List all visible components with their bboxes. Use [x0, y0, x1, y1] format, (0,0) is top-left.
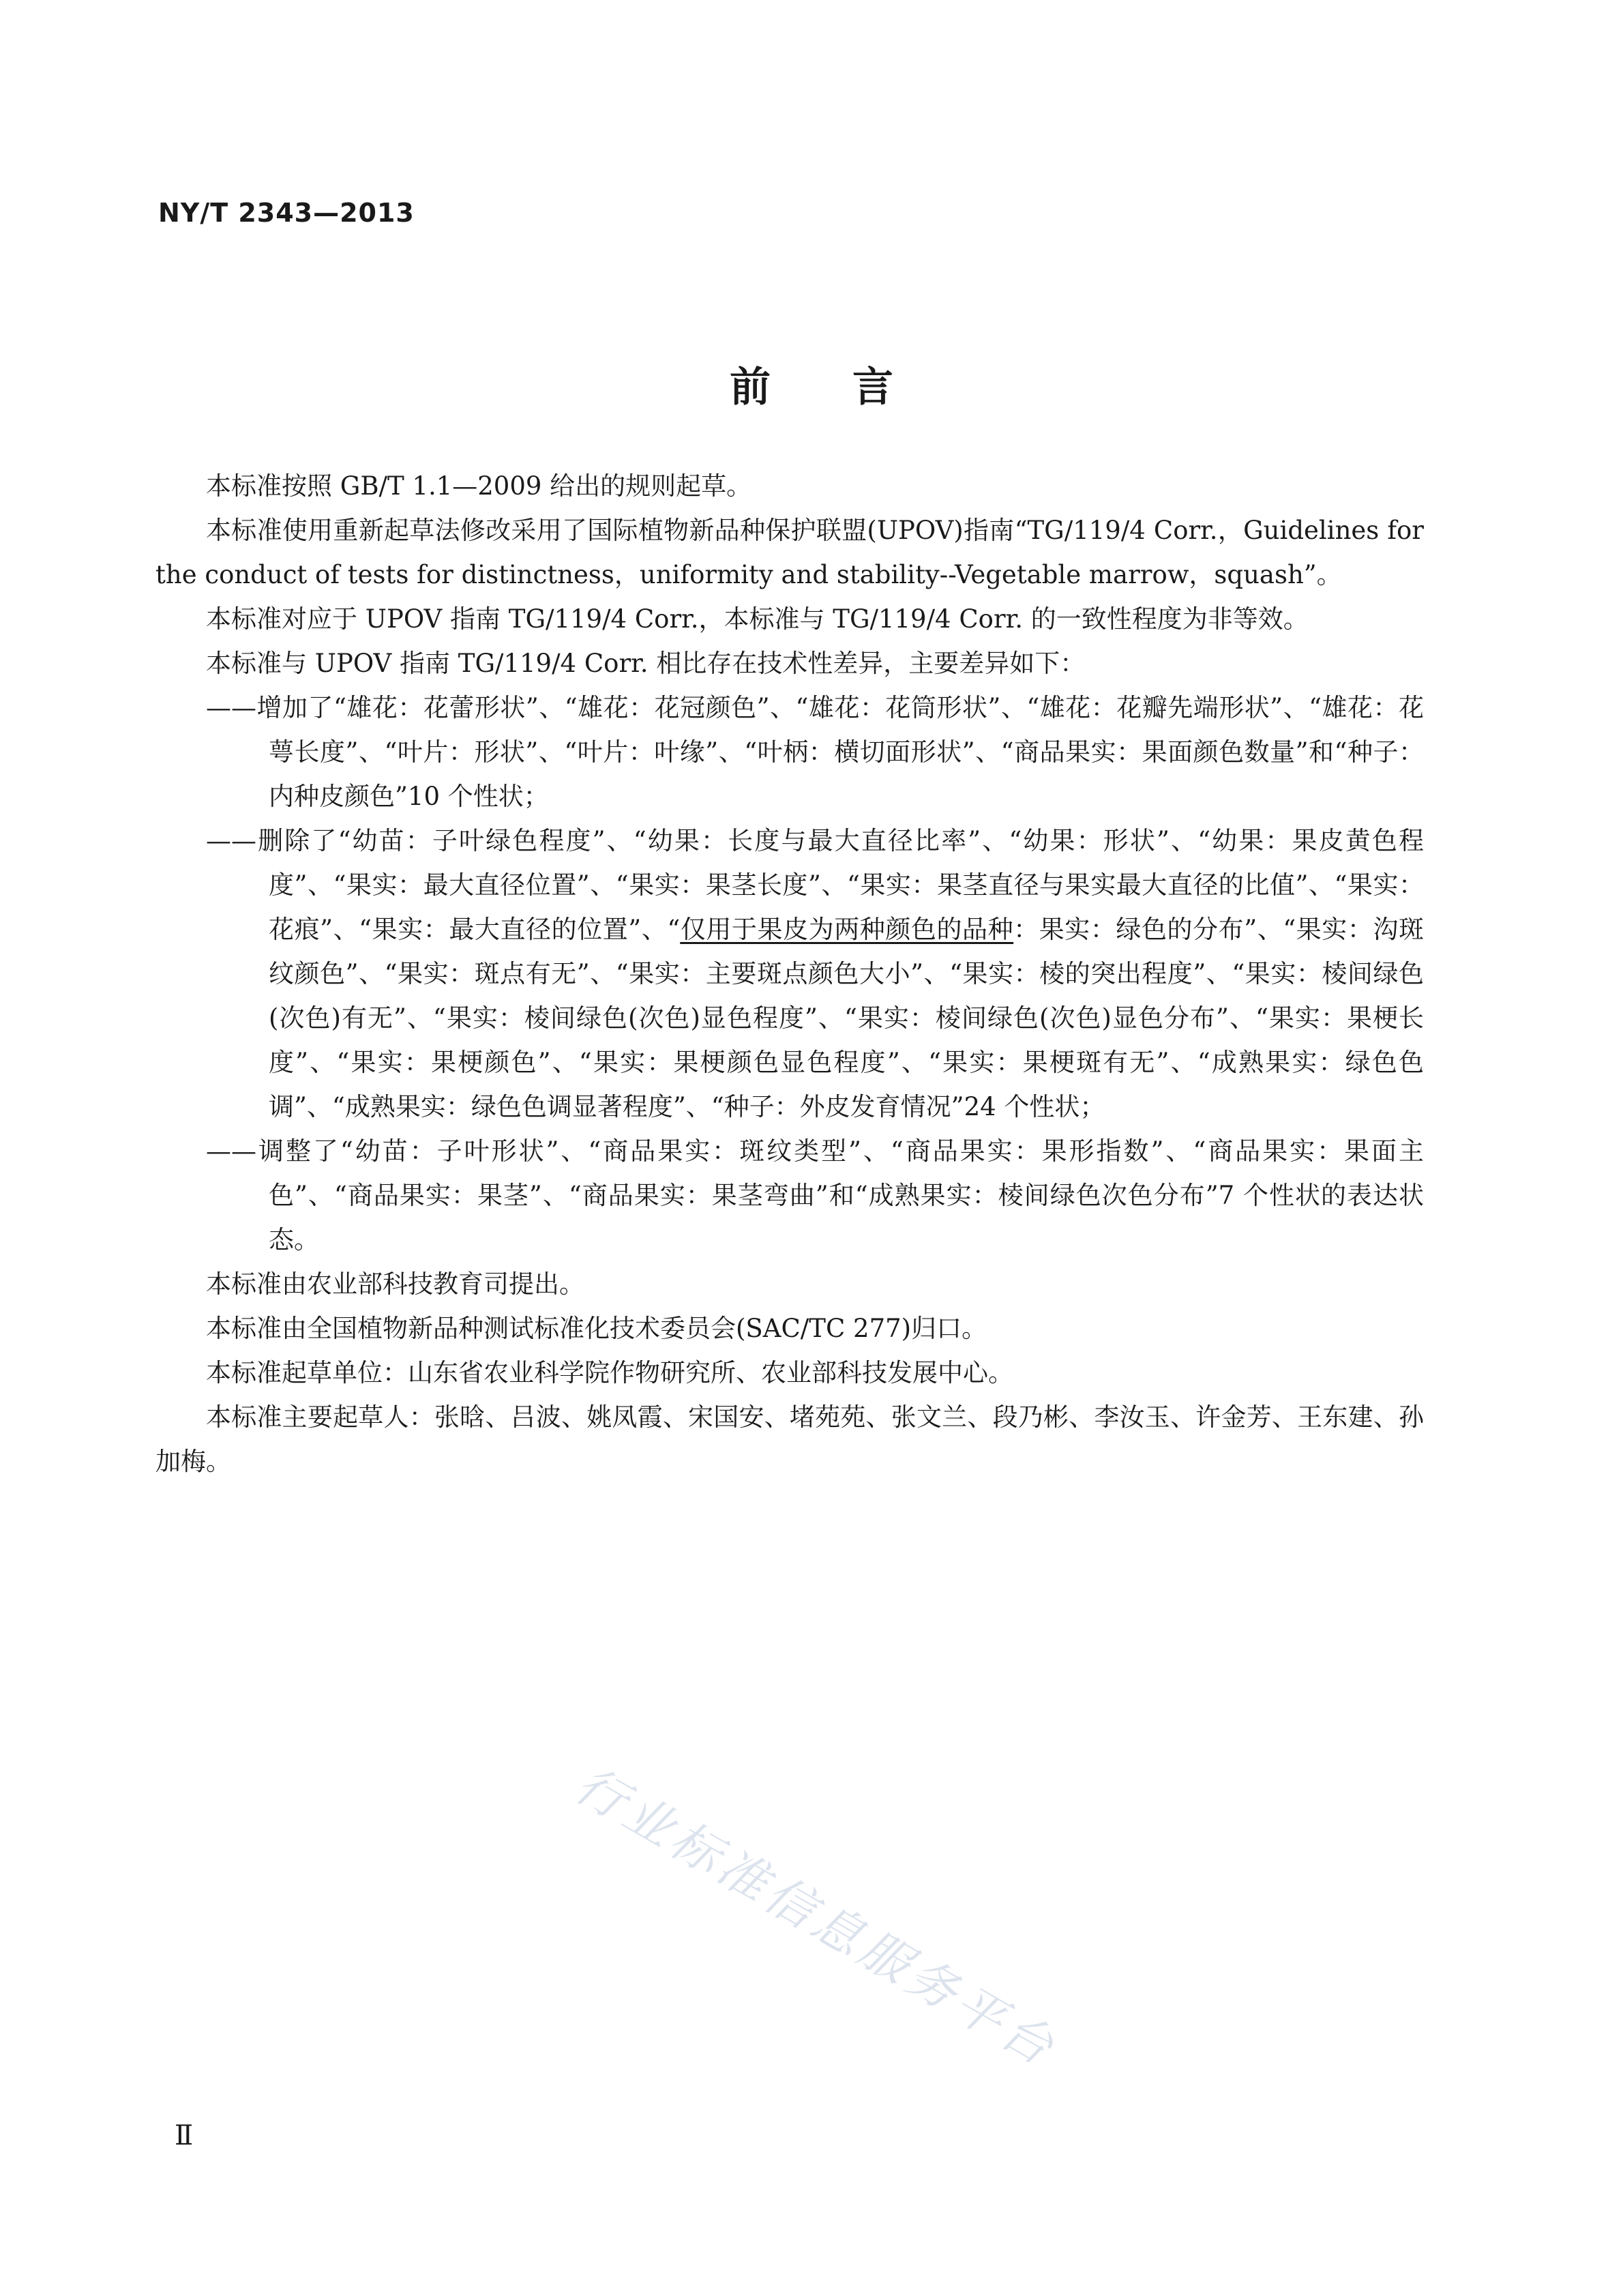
deleted-text-start: ——删除了“幼苗：子叶绿色程度”、“幼果：长度与最大直径比率”、“幼果：形状”、“幼果：果皮黄色程度”、“果实：最大直径位置”、“果实：果茎长度”、“果实：果茎直径与果实最大直径的比值”、“果实：花痕”、“果实：最大直径的位置”、“	[206, 826, 1424, 944]
page-title: 前言	[730, 364, 975, 411]
deleted-text-underlined: 仅用于果皮为两种颜色的品种	[680, 915, 1014, 944]
standard-number: NY/T 2343—2013	[158, 198, 415, 228]
paragraph-drafting-units: 本标准起草单位：山东省农业科学院作物研究所、农业部科技发展中心。	[206, 1358, 1013, 1387]
paragraph-drafters: 本标准主要起草人：张晗、吕波、姚凤霞、宋国安、堵苑苑、张文兰、段乃彬、李汝玉、许金芳、王东建、孙加梅。	[155, 1402, 1424, 1476]
paragraph-drafting-rules: 本标准按照 GB/T 1.1—2009 给出的规则起草。	[206, 471, 752, 501]
paragraph-correspondence: 本标准对应于 UPOV 指南 TG/119/4 Corr.，本标准与 TG/119/4 Corr. 的一致性程度为非等效。	[206, 604, 1309, 634]
paragraph-proposer: 本标准由农业部科技教育司提出。	[206, 1269, 584, 1299]
paragraph-upov-adoption: 本标准使用重新起草法修改采用了国际植物新品种保护联盟(UPOV)指南“TG/119/4 Corr.，Guidelines for the conduct of tests for distinctness，uniformity and stability--Vegetable marrow，squash”。	[155, 516, 1424, 589]
difference-item-added: ——增加了“雄花：花蕾形状”、“雄花：花冠颜色”、“雄花：花筒形状”、“雄花：花瓣先端形状”、“雄花：花萼长度”、“叶片：形状”、“叶片：叶缘”、“叶柄：横切面形状”、“商品果实：果面颜色数量”和“种子：内种皮颜色”10 个性状；	[206, 693, 1424, 811]
watermark: 行业标准信息服务平台	[566, 1755, 1067, 2078]
deleted-text-end: ：果实：绿色的分布”、“果实：沟斑纹颜色”、“果实：斑点有无”、“果实：主要斑点颜色大小”、“果实：棱的突出程度”、“果实：棱间绿色(次色)有无”、“果实：棱间绿色(次色)显色程度”、“果实：棱间绿色(次色)显色分布”、“果实：果梗长度”、“果实：果梗颜色”、“果实：果梗颜色显色程度”、“果实：果梗斑有无”、“成熟果实：绿色色调”、“成熟果实：绿色色调显著程度”、“种子：外皮发育情况”24 个性状；	[269, 915, 1424, 1121]
difference-item-deleted	[155, 819, 1424, 1129]
paragraph-technical-committee: 本标准由全国植物新品种测试标准化技术委员会(SAC/TC 277)归口。	[206, 1314, 987, 1343]
foreword-body	[155, 464, 1424, 1484]
difference-item-adjusted: ——调整了“幼苗：子叶形状”、“商品果实：斑纹类型”、“商品果实：果形指数”、“商品果实：果面主色”、“商品果实：果茎”、“商品果实：果茎弯曲”和“成熟果实：棱间绿色次色分布”7 个性状的表达状态。	[206, 1136, 1425, 1254]
page-number: Ⅱ	[175, 2120, 194, 2151]
paragraph-differences-intro: 本标准与 UPOV 指南 TG/119/4 Corr. 相比存在技术性差异，主要差异如下：	[206, 649, 1086, 678]
